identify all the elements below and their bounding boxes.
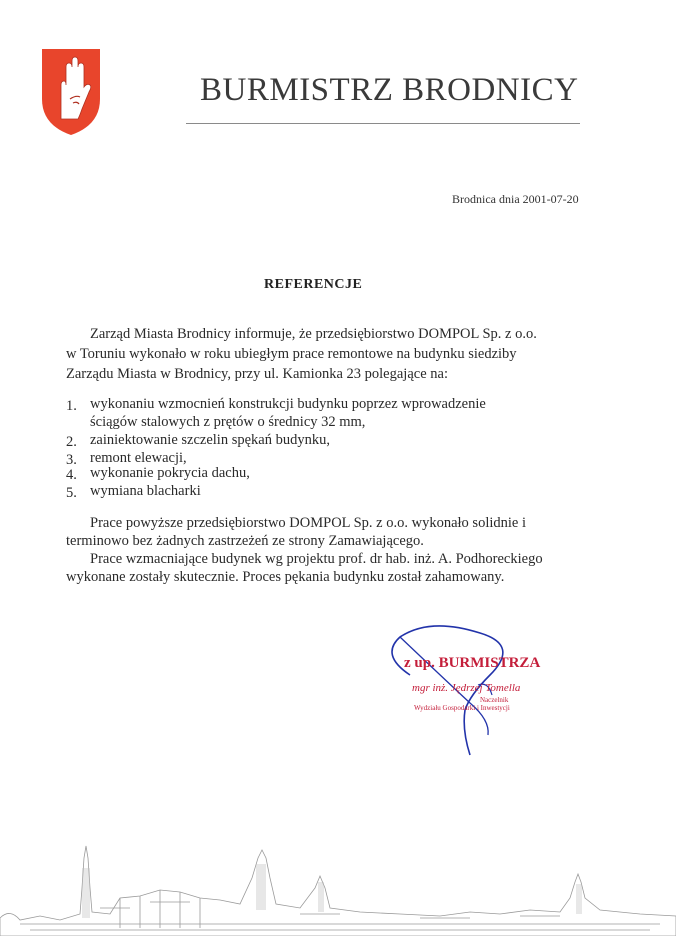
document-heading: REFERENCJE	[264, 277, 363, 292]
intro-line: Zarząd Miasta Brodnicy informuje, że przedsiębiorstwo DOMPOL Sp. z o.o.	[90, 326, 537, 342]
list-item-text: wykonaniu wzmocnień konstrukcji budynku poprzez wprowadzenie	[90, 396, 486, 412]
header-divider	[186, 123, 580, 124]
intro-line: Zarządu Miasta w Brodnicy, przy ul. Kamionka 23 polegające na:	[66, 366, 448, 382]
list-item-text: wymiana blacharki	[90, 483, 201, 499]
closing-line: Prace wzmacniające budynek wg projektu prof. dr hab. inż. A. Podhoreckiego	[90, 551, 543, 567]
list-item-text: remont elewacji,	[90, 450, 187, 466]
closing-line: wykonane zostały skutecznie. Proces pękania budynku został zahamowany.	[66, 569, 505, 585]
letterhead-title: BURMISTRZ BRODNICY	[200, 72, 579, 108]
list-number: 1.	[66, 398, 77, 414]
closing-line: terminowo bez żadnych zastrzeżeń ze strony Zamawiającego.	[66, 533, 424, 549]
list-number: 4.	[66, 467, 77, 483]
intro-line: w Toruniu wykonało w roku ubiegłym prace remontowe na budynku siedziby	[66, 346, 517, 362]
list-item-text: ściągów stalowych z prętów o średnicy 32 mm,	[90, 414, 366, 430]
stamp-role: Naczelnik	[480, 696, 509, 704]
list-number: 2.	[66, 434, 77, 450]
stamp-name: mgr inż. Jędrzej Tomella	[412, 682, 521, 694]
closing-line: Prace powyższe przedsiębiorstwo DOMPOL Sp. z o.o. wykonało solidnie i	[90, 515, 526, 531]
stamp-title: z up. BURMISTRZA	[404, 655, 541, 671]
letter-date: Brodnica dnia 2001-07-20	[452, 192, 579, 206]
town-skyline-illustration	[0, 828, 676, 936]
list-number: 5.	[66, 485, 77, 501]
list-item-text: zainiektowanie szczelin spękań budynku,	[90, 432, 330, 448]
list-number: 3.	[66, 452, 77, 468]
list-item-text: wykonanie pokrycia dachu,	[90, 465, 250, 481]
stamp-department: Wydziału Gospodarki i Inwestycji	[414, 704, 510, 712]
city-crest-logo	[40, 47, 102, 137]
